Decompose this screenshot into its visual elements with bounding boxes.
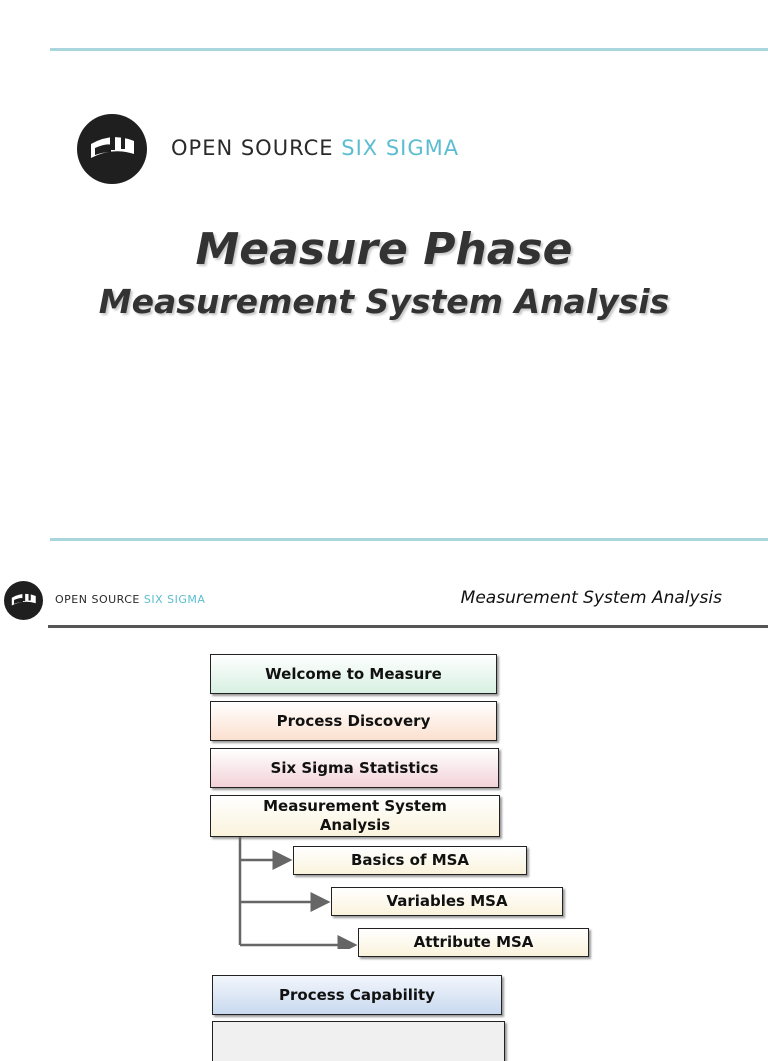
sub-step-attribute-msa: Attribute MSA [358, 928, 589, 957]
top-divider [50, 48, 768, 51]
header-divider [48, 625, 768, 628]
brand-accent-text: SIX SIGMA [341, 136, 460, 160]
roadmap-step-process-discovery: Process Discovery [210, 701, 497, 741]
brand-wordmark [171, 136, 459, 160]
sub-step-variables-msa: Variables MSA [331, 887, 563, 916]
brand-main-text: OPEN SOURCE [171, 136, 334, 160]
six-sigma-logo-small-icon [4, 581, 43, 620]
roadmap-slide [0, 548, 768, 1024]
six-sigma-logo-icon [77, 114, 147, 184]
roadmap-step-msa: Measurement System Analysis [210, 795, 500, 837]
page-title: Measure Phase [195, 224, 573, 275]
roadmap-step-welcome: Welcome to Measure [210, 654, 497, 694]
sub-step-basics-of-msa: Basics of MSA [293, 846, 527, 875]
page-subtitle: Measurement System Analysis [98, 282, 670, 321]
slide-header-title: Measurement System Analysis [460, 588, 722, 608]
brand-accent-text-small: SIX SIGMA [143, 593, 206, 606]
roadmap-step-process-capability: Process Capability [212, 975, 502, 1015]
roadmap-step-partial [212, 1021, 505, 1061]
bottom-divider [50, 538, 768, 541]
brand-wordmark-small [55, 593, 205, 606]
roadmap-step-statistics: Six Sigma Statistics [210, 748, 499, 788]
brand-main-text-small: OPEN SOURCE [55, 593, 140, 606]
